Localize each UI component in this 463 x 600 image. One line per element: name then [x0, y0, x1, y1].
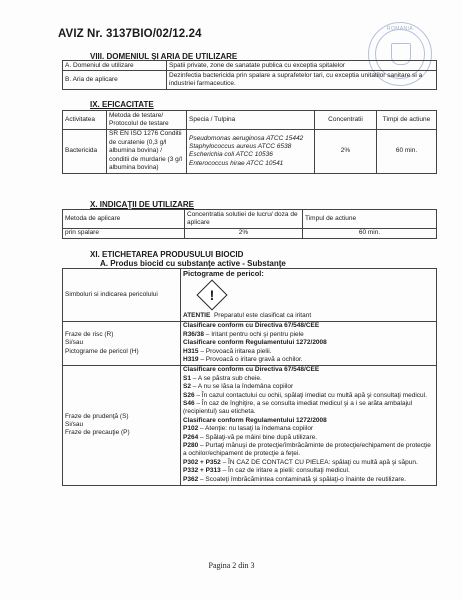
phrase-text: – A se păstra sub cheie.	[190, 374, 262, 382]
action-time-cell: 60 min.	[303, 228, 437, 238]
hazard-pictogram-cell	[181, 269, 437, 322]
label-line: Si/sau	[65, 339, 84, 347]
phrase-code: H319	[183, 355, 199, 363]
phrase-code: Clasificare conform Regulamentului 1272/2008	[183, 339, 327, 347]
table-header-row	[63, 210, 437, 229]
page-number: Pagina 2 din 3	[208, 561, 255, 570]
precaution-phrases-label	[63, 365, 181, 485]
phrase-line	[183, 476, 434, 484]
column-header: Timpi de actiune	[377, 111, 437, 130]
phrase-code: S1	[183, 374, 191, 382]
species-item: Pseudomonas aeruginosa ATCC 15442	[189, 134, 304, 142]
phrase-line	[183, 442, 434, 459]
phrase-line	[183, 434, 434, 442]
phrase-text: – În cazul contactului cu ochii, spălaţi imediat cu multă apă şi consultaţi medicul.	[194, 391, 427, 399]
section-8-table	[62, 60, 437, 90]
area-of-use-label: A. Domeniul de utilizare	[63, 61, 167, 71]
phrase-line	[183, 383, 434, 391]
phrase-code: P102	[183, 425, 199, 433]
phrase-text: – În caz de iritare a pielii: consultaţi medicul.	[220, 467, 350, 475]
activity-cell: Bactericida	[63, 129, 107, 173]
phrase-line	[183, 467, 434, 475]
species-item: Escherichia coli ATCC 10536	[189, 151, 273, 159]
label-line: Fraze de precauţie (P)	[65, 429, 130, 437]
hazard-symbols-label: Simboluri si indicarea pericolului	[63, 269, 181, 322]
phrase-text: – Scoateţi îmbrăcămintea contaminată şi spălaţi-o înainte de reutilizare.	[198, 475, 406, 483]
phrase-text: – Atenţie: nu lasaţi la îndemana copiilor	[198, 425, 314, 433]
precaution-phrases-cell	[181, 365, 437, 485]
phrase-line	[183, 425, 434, 433]
phrase-line	[183, 400, 434, 417]
application-area-value: Dezinfectia bactericida prin spalare a suprafetelor tari, cu exceptia unitatilor sanitare si a industriei farmaceutice.	[167, 71, 437, 90]
phrase-text: – Spălaţi-vă pe mâini bine după utilizare.	[198, 433, 318, 441]
application-method-cell: prin spalare	[63, 228, 185, 238]
test-method-cell: SR EN ISO 1276 Conditii de curatenie (0,3 g/l albumina bovina) / conditii de murdarie (3 g/l albumina bovina)	[107, 129, 187, 173]
hazard-symbol-glyph: !	[209, 286, 215, 303]
phrase-code: P264	[183, 433, 199, 441]
section-10-heading: X. INDICAŢII DE UTILIZARE	[90, 200, 194, 209]
phrase-line	[183, 366, 434, 374]
action-time-cell: 60 min.	[377, 129, 437, 173]
phrase-line	[183, 348, 434, 356]
phrase-code: R36/38	[183, 330, 204, 338]
species-item: Enterococcus hirae ATCC 10541	[189, 159, 284, 167]
warning-word: ATENTIE	[183, 311, 211, 319]
application-area-label: B. Aria de aplicare	[63, 71, 167, 90]
phrase-line	[183, 331, 434, 339]
phrase-text: – Provoacă iritarea pielii.	[198, 347, 272, 355]
hazard-note-text: Preparatul este clasificat ca iritant	[213, 311, 312, 319]
phrase-line	[183, 356, 434, 364]
phrase-text: – Provoacă o iritare gravă a ochilor.	[198, 355, 303, 363]
phrase-code: P302 + P352	[183, 458, 221, 466]
table-row	[63, 321, 437, 365]
usage-table	[62, 209, 437, 239]
phrase-text: – În caz de înghiţire, a se consulta imediat medicul şi a i se arăta ambalajul (recipientul) sau eticheta.	[183, 399, 413, 416]
table-row	[63, 365, 437, 485]
phrase-line	[183, 322, 434, 330]
phrase-line	[183, 375, 434, 383]
phrase-code: P332 + P313	[183, 467, 221, 475]
column-header: Concentratia solutiei de lucru/ doza de aplicare	[185, 210, 303, 229]
column-header: Specia / Tulpina	[187, 111, 315, 130]
phrase-text: – ÎN CAZ DE CONTACT CU PIELEA: spălaţi cu multă apă şi săpun.	[220, 458, 418, 466]
table-row	[63, 71, 437, 90]
column-header: Concentratii	[315, 111, 377, 130]
phrase-line	[183, 417, 434, 425]
section-11-subheading: A. Produs biocid cu substanţe active - Substanţe	[100, 259, 286, 268]
concentration-cell: 2%	[315, 129, 377, 173]
phrase-code: S2	[183, 383, 191, 391]
table-row	[63, 129, 437, 173]
phrase-code: H315	[183, 347, 199, 355]
species-cell	[187, 129, 315, 173]
column-header: Metoda de testare/ Protocolul de testare	[107, 111, 187, 130]
phrase-code: P362	[183, 475, 199, 483]
table-header-row	[63, 111, 437, 130]
risk-phrases-cell	[181, 321, 437, 365]
phrase-text: – Purtaţi mănuşi de protecţie/îmbrăcăminte de protecţie/echipament de protecţie a ochilor/echipament de protecţie a feţei.	[183, 442, 431, 458]
pictogram-title: Pictograme de pericol:	[183, 268, 264, 278]
hazard-note	[183, 312, 434, 320]
phrase-line	[183, 339, 434, 347]
phrase-line	[183, 392, 434, 400]
label-line: Pictograme de pericol (H)	[65, 347, 139, 355]
table-row	[63, 61, 437, 71]
section-9-heading: IX. EFICACITATE	[90, 100, 154, 109]
phrase-text: – Iritant pentru ochi şi pentru piele	[203, 330, 304, 338]
risk-phrases-label	[63, 321, 181, 365]
phrase-code: P280	[183, 442, 199, 449]
phrase-line	[183, 459, 434, 467]
column-header: Activitatea	[63, 111, 107, 130]
labeling-table	[62, 268, 437, 486]
exclamation-mark-hazard-icon	[196, 279, 227, 310]
species-item: Staphylococcus aureus ATCC 6538	[189, 142, 292, 150]
label-line: Fraze de prudenţă (S)	[65, 412, 129, 420]
label-line: Fraze de risc (R)	[65, 330, 114, 338]
table-row	[63, 269, 437, 322]
phrase-code: Clasificare conform cu Directiva 67/548/CEE	[183, 322, 320, 330]
table-row	[63, 228, 437, 238]
label-line: Si/sau	[65, 420, 84, 428]
section-11-heading: XI. ETICHETAREA PRODUSULUI BIOCID	[90, 250, 244, 259]
phrase-code: Clasificare conform Regulamentului 1272/2008	[183, 416, 327, 424]
area-of-use-value: Spatii private, zone de sanatate publica cu exceptia spitalelor	[167, 61, 437, 71]
phrase-code: Clasificare conform cu Directiva 67/548/CEE	[183, 366, 320, 374]
column-header: Metoda de aplicare	[63, 210, 185, 229]
working-concentration-cell: 2%	[185, 228, 303, 238]
document-title: AVIZ Nr. 3137BIO/02/12.24	[58, 28, 202, 40]
column-header: Timpul de actiune	[303, 210, 437, 229]
efficacy-table	[62, 110, 437, 174]
phrase-code: S26	[183, 391, 195, 399]
phrase-code: S46	[183, 399, 195, 407]
phrase-text: – A nu se lăsa la îndemâna copiilor	[190, 383, 294, 391]
stamp-text: ROMANIA	[386, 26, 414, 32]
section-8-heading: VIII. DOMENIUL ŞI ARIA DE UTILIZARE	[90, 52, 238, 61]
